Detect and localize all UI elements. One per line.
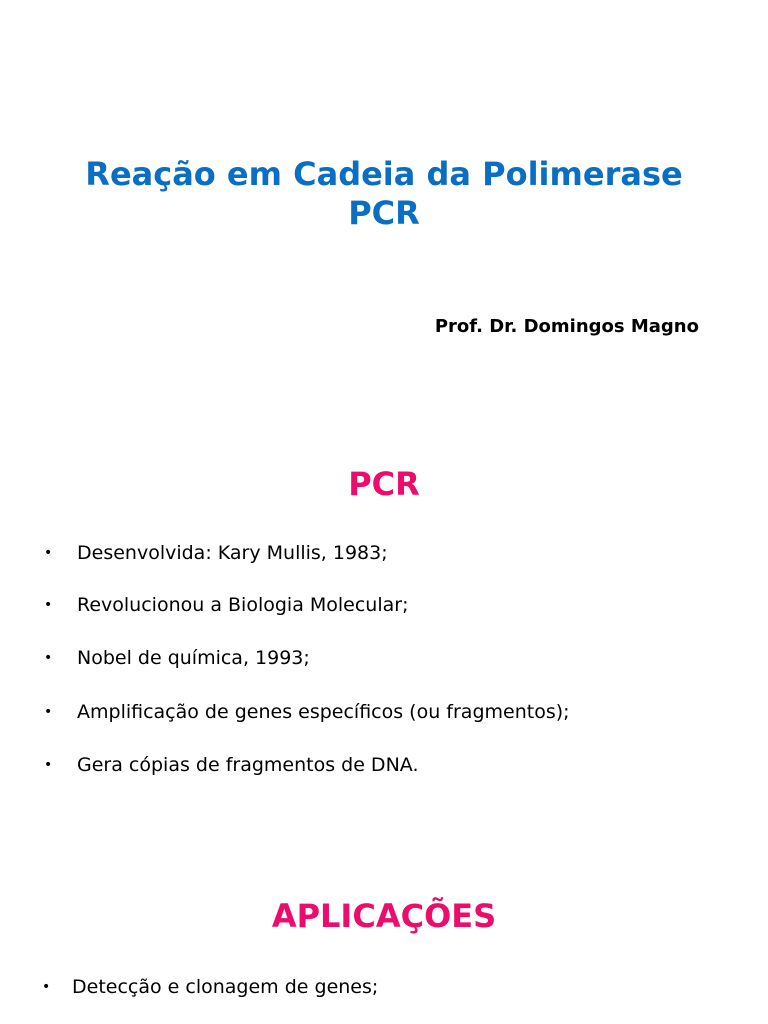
pcr-heading: PCR: [348, 465, 420, 503]
bullet-icon: •: [44, 757, 53, 773]
applications-heading: APLICAÇÕES: [271, 897, 497, 935]
bullet-icon: •: [44, 545, 53, 561]
bullet-text: Amplificação de genes específicos (ou fragmentos);: [77, 701, 570, 723]
slide-title-line-2: PCR: [348, 194, 420, 232]
bullet-text: Detecção e clonagem de genes;: [72, 976, 379, 998]
bullet-text: Gera cópias de fragmentos de DNA.: [77, 754, 419, 776]
bullet-icon: •: [44, 650, 53, 666]
bullet-icon: •: [42, 979, 51, 995]
bullet-text: Desenvolvida: Kary Mullis, 1983;: [77, 542, 388, 564]
bullet-text: Nobel de química, 1993;: [77, 647, 310, 669]
slide-title-line-1: Reação em Cadeia da Polimerase: [85, 155, 683, 193]
bullet-icon: •: [44, 597, 53, 613]
bullet-icon: •: [44, 704, 53, 720]
bullet-text: Revolucionou a Biologia Molecular;: [77, 594, 409, 616]
author-name: Prof. Dr. Domingos Magno: [434, 316, 699, 337]
